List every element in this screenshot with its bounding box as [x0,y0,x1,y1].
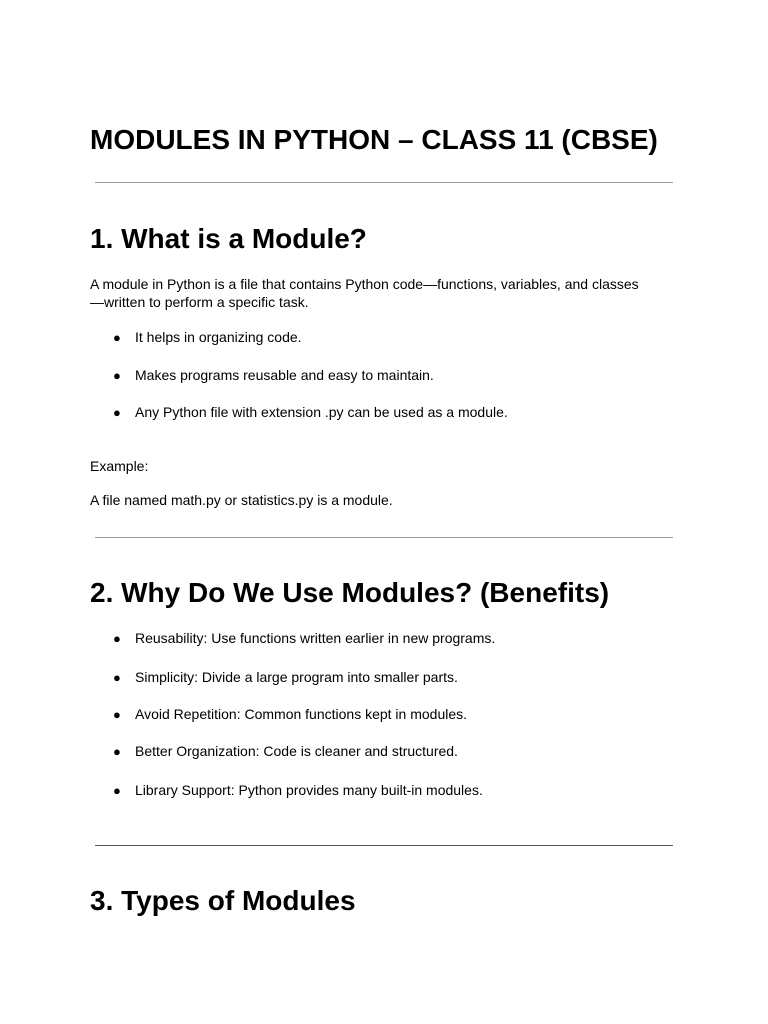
divider-3 [95,845,673,846]
list-item-text: Avoid Repetition: Common functions kept in modules. [135,706,468,722]
example-label: Example: [90,458,149,474]
list-item-text: Any Python file with extension .py can be used as a module. [135,404,508,420]
list-item-text: Reusability: Use functions written earlier in new programs. [135,630,496,646]
bullet-icon: ● [113,330,121,345]
bullet-icon: ● [113,405,121,420]
bullet-icon: ● [113,707,121,722]
list-item [113,742,673,761]
divider-1 [95,182,673,183]
bullet-icon: ● [113,368,121,383]
section-1-heading: 1. What is a Module? [90,223,367,254]
list-item [113,629,673,648]
bullet-icon: ● [113,670,121,685]
list-item [113,668,673,687]
list-item-text: Makes programs reusable and easy to maintain. [135,367,434,383]
list-item-text: It helps in organizing code. [135,329,302,345]
list-item-text: Simplicity: Divide a large program into smaller parts. [135,669,458,685]
list-item [113,705,673,724]
example-text: A file named math.py or statistics.py is a module. [90,492,393,508]
bullet-icon: ● [113,631,121,646]
list-item [113,781,673,800]
list-item [113,366,673,385]
bullet-icon: ● [113,744,121,759]
list-item-text: Library Support: Python provides many built-in modules. [135,782,483,798]
list-item [113,403,673,422]
bullet-icon: ● [113,783,121,798]
section-3-heading: 3. Types of Modules [90,885,356,916]
section-1-intro: A module in Python is a file that contains Python code—functions, variables, and classes—written to perform a specific task. [90,276,639,310]
list-item-text: Better Organization: Code is cleaner and structured. [135,743,458,759]
divider-2 [95,537,673,538]
section-2-heading: 2. Why Do We Use Modules? (Benefits) [90,577,610,608]
document-title: MODULES IN PYTHON – CLASS 11 (CBSE) [90,124,658,155]
list-item [113,328,673,347]
